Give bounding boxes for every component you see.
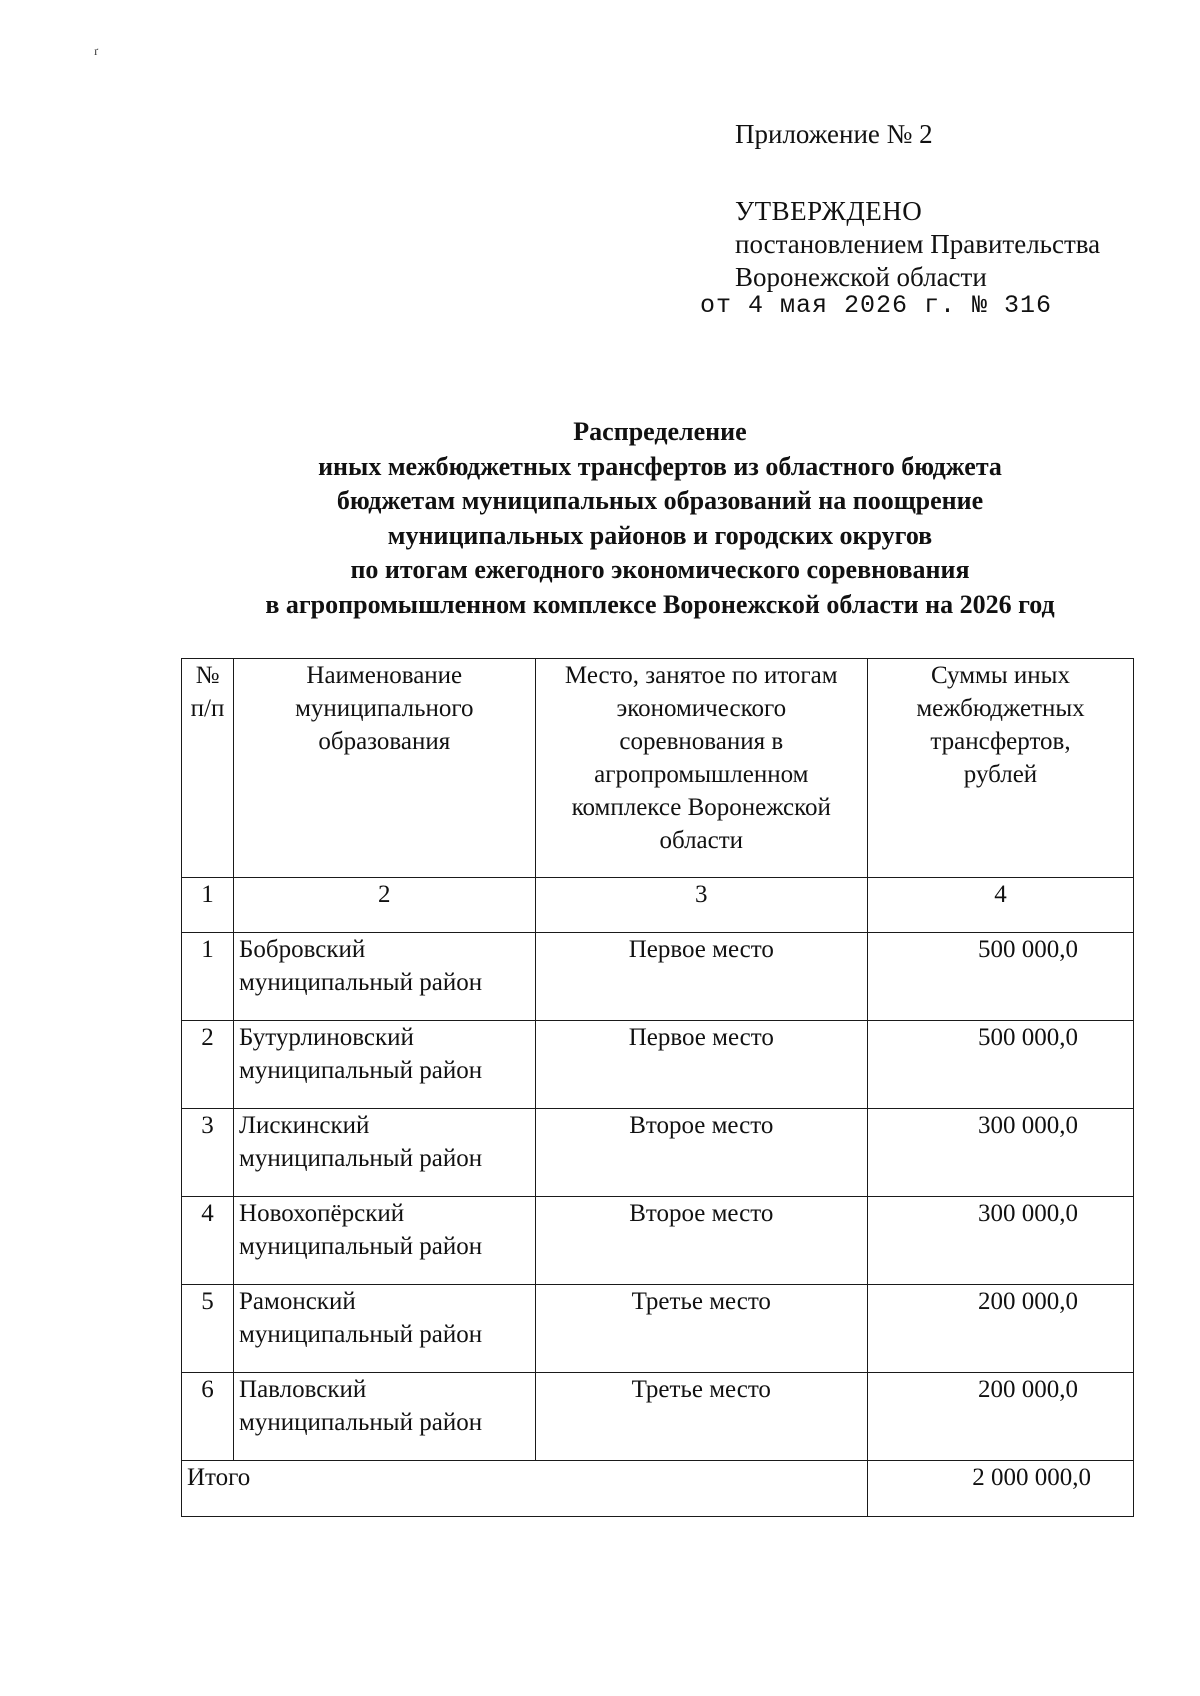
header-cell-amount: Суммы иных межбюджетных трансфертов, рублей <box>867 659 1133 878</box>
approval-block <box>735 118 1155 294</box>
row-number: 1 <box>182 933 234 1021</box>
distribution-table <box>181 658 1134 1517</box>
amount-cell: 200 000,0 <box>867 1373 1133 1461</box>
place-cell: Третье место <box>535 1285 867 1373</box>
title-line: в агропромышленном комплексе Воронежской области на 2026 год <box>265 589 1055 619</box>
municipality-name: Бобровский муниципальный район <box>234 933 536 1021</box>
column-number: 1 <box>182 878 234 933</box>
table-header-row <box>182 659 1134 878</box>
row-number: 3 <box>182 1109 234 1197</box>
total-amount: 2 000 000,0 <box>867 1461 1133 1517</box>
scan-artifact: ґ <box>94 44 99 58</box>
municipality-name: Лискинский муниципальный район <box>234 1109 536 1197</box>
place-cell: Первое место <box>535 1021 867 1109</box>
amount-cell: 300 000,0 <box>867 1109 1133 1197</box>
table-row <box>182 933 1134 1021</box>
row-number: 5 <box>182 1285 234 1373</box>
approved-label: УТВЕРЖДЕНО <box>735 196 923 226</box>
municipality-name: Бутурлиновский муниципальный район <box>234 1021 536 1109</box>
amount-cell: 500 000,0 <box>867 933 1133 1021</box>
title-line: иных межбюджетных трансфертов из областного бюджета <box>318 451 1002 481</box>
resolution-stamp: от 4 мая 2026 г. № 316 <box>700 291 1053 320</box>
row-number: 6 <box>182 1373 234 1461</box>
table-row <box>182 1285 1134 1373</box>
document-title <box>120 415 1200 622</box>
column-number: 3 <box>535 878 867 933</box>
appendix-number: Приложение № 2 <box>735 119 933 149</box>
place-cell: Второе место <box>535 1197 867 1285</box>
approved-by-line: постановлением Правительства <box>735 229 1101 259</box>
header-cell-number: № п/п <box>182 659 234 878</box>
title-line: бюджетам муниципальных образований на поощрение <box>336 486 984 515</box>
place-cell: Второе место <box>535 1109 867 1197</box>
header-cell-place: Место, занятое по итогам экономического соревнования в агропромышленном комплексе Воронежской области <box>535 659 867 878</box>
table-row <box>182 1109 1134 1197</box>
total-row <box>182 1461 1134 1517</box>
row-number: 4 <box>182 1197 234 1285</box>
table-row <box>182 1373 1134 1461</box>
row-number: 2 <box>182 1021 234 1109</box>
amount-cell: 200 000,0 <box>867 1285 1133 1373</box>
column-number-row <box>182 878 1134 933</box>
column-number: 4 <box>867 878 1133 933</box>
column-number: 2 <box>234 878 536 933</box>
title-line: по итогам ежегодного экономического соревнования <box>350 555 970 584</box>
amount-cell: 500 000,0 <box>867 1021 1133 1109</box>
municipality-name: Павловский муниципальный район <box>234 1373 536 1461</box>
place-cell: Третье место <box>535 1373 867 1461</box>
table-row <box>182 1021 1134 1109</box>
header-cell-name: Наименование муниципального образования <box>234 659 536 878</box>
title-line: муниципальных районов и городских округов <box>387 520 933 550</box>
total-label: Итого <box>182 1461 868 1517</box>
approved-by-line: Воронежской области <box>735 262 987 292</box>
municipality-name: Рамонский муниципальный район <box>234 1285 536 1373</box>
municipality-name: Новохопёрский муниципальный район <box>234 1197 536 1285</box>
amount-cell: 300 000,0 <box>867 1197 1133 1285</box>
table-row <box>182 1197 1134 1285</box>
place-cell: Первое место <box>535 933 867 1021</box>
title-line: Распределение <box>573 417 747 446</box>
